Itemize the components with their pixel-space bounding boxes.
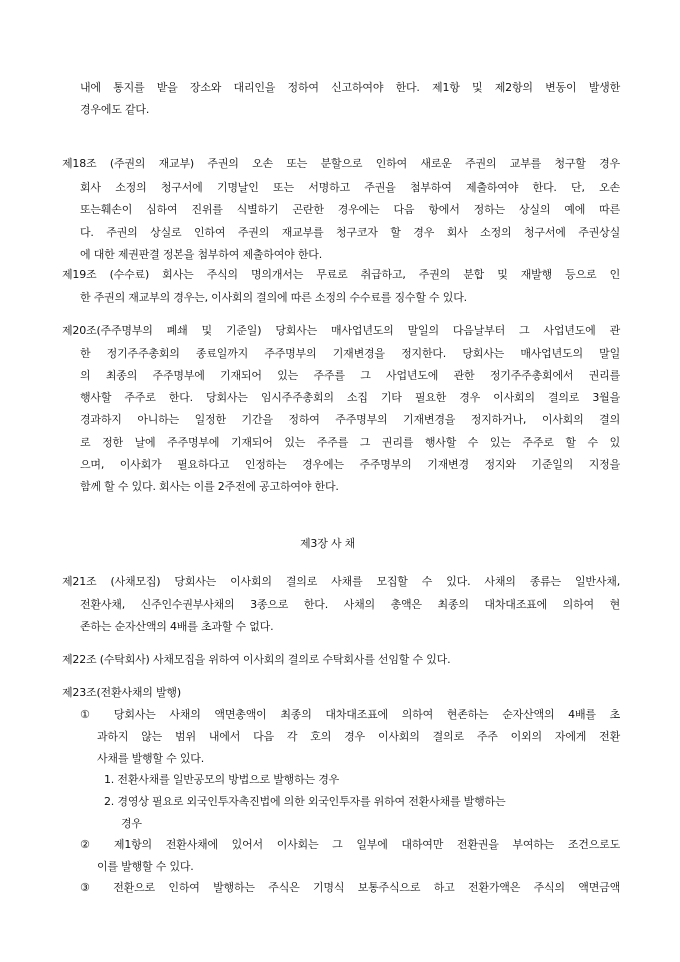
sub-item-2: 2. 경영상 필요로 외국인투자촉진법에 의한 외국인투자를 위하여 전환사채를 발행하는 xyxy=(104,795,506,808)
text-line: 행사할 주주로 한다. 당회사는 임시주주총회의 소집 기타 필요한 경우 이사회의 결의로 3월을 xyxy=(80,391,620,404)
text-line: 에 대한 제권판결 정본을 첨부하여 제출하여야 한다. xyxy=(80,248,323,261)
text-line: 으며, 이사회가 필요하다고 인정하는 경우에는 주주명부의 기재변경 정지와 기준일의 지정을 xyxy=(80,458,620,471)
text-line: 경우 xyxy=(121,817,142,830)
chapter-3-title: 제3장 사 채 xyxy=(300,537,356,550)
sub-item-1: 1. 전환사채를 일반공모의 방법으로 발행하는 경우 xyxy=(104,773,340,786)
text-line: 의 최종의 주주명부에 기재되어 있는 주주를 그 사업년도에 관한 정기주주총회에서 권리를 xyxy=(80,369,620,382)
article-21-heading: 제21조 (사채모집) 당회사는 이사회의 결의로 사채를 모집할 수 있다. 사채의 종류는 일반사채, xyxy=(62,575,620,588)
article-20-heading: 제20조(주주명부의 폐쇄 및 기준일) 당회사는 매사업년도의 말일의 다음날부터 그 사업년도에 관 xyxy=(62,324,620,337)
text-line: 과하지 않는 범위 내에서 다음 각 호의 경우 이사회의 결의로 주주 이외의 자에게 전환 xyxy=(97,730,620,743)
clause-2: ② 제1항의 전환사채에 있어서 이사회는 그 일부에 대하여만 전환권을 부여하는 조건으로도 xyxy=(80,838,620,851)
text-line: 또는훼손이 심하여 진위를 식별하기 곤란한 경우에는 다음 항에서 정하는 상실의 예에 따른 xyxy=(80,203,620,216)
text-line: 한 정기주주총회의 종료일까지 주주명부의 기재변경을 정지한다. 당회사는 매사업년도의 말일 xyxy=(80,347,620,360)
clause-1: ① 당회사는 사채의 액면총액이 최종의 대차대조표에 의하여 현존하는 순자산액의 4배를 초 xyxy=(80,708,620,721)
text-line: 함께 할 수 있다. 회사는 이를 2주전에 공고하여야 한다. xyxy=(80,480,339,493)
text-line: 경우에도 같다. xyxy=(80,103,150,116)
article-22-heading: 제22조 (수탁회사) 사채모집을 위하여 이사회의 결의로 수탁회사를 선임할 수 있다. xyxy=(62,653,451,666)
text-line: 한 주권의 재교부의 경우는, 이사회의 결의에 따른 소정의 수수료를 징수할 수 있다. xyxy=(80,291,467,304)
text-line: 다. 주권의 상실로 인하여 주권의 재교부를 청구코자 할 경우 회사 소정의 청구서에 주권상실 xyxy=(80,226,620,239)
text-line: 경과하지 아니하는 일정한 기간을 정하여 주주명부의 기재변경을 정지하거나, 이사회의 결의 xyxy=(80,413,620,426)
text-line: 전환사채, 신주인수권부사채의 3종으로 한다. 사채의 총액은 최종의 대차대조표에 의하여 현 xyxy=(80,598,620,611)
text-line: 로 정한 날에 주주명부에 기재되어 있는 주주를 그 권리를 행사할 수 있는 주주로 할 수 있 xyxy=(80,436,620,449)
article-19-heading: 제19조 (수수료) 회사는 주식의 명의개서는 무료로 취급하고, 주권의 분합 및 재발행 등으로 인 xyxy=(62,268,620,281)
article-18-heading: 제18조 (주권의 재교부) 주권의 오손 또는 분할으로 인하여 새로운 주권의 교부를 청구할 경우 xyxy=(62,157,620,170)
article-23-heading: 제23조(전환사채의 발행) xyxy=(62,686,181,699)
text-line: 사채를 발행할 수 있다. xyxy=(97,752,205,765)
text-line: 회사 소정의 청구서에 기명날인 또는 서명하고 주권을 첨부하여 제출하여야 한다. 단, 오손 xyxy=(80,181,620,194)
clause-3: ③ 전환으로 인하여 발행하는 주식은 기명식 보통주식으로 하고 전환가액은 주식의 액면금액 xyxy=(80,881,620,894)
text-line: 이를 발행할 수 있다. xyxy=(97,860,194,873)
text-line: 존하는 순자산액의 4배를 초과할 수 없다. xyxy=(80,620,274,633)
text-line: 내에 통지를 받을 장소와 대리인을 정하여 신고하여야 한다. 제1항 및 제2항의 변동이 발생한 xyxy=(80,81,620,94)
